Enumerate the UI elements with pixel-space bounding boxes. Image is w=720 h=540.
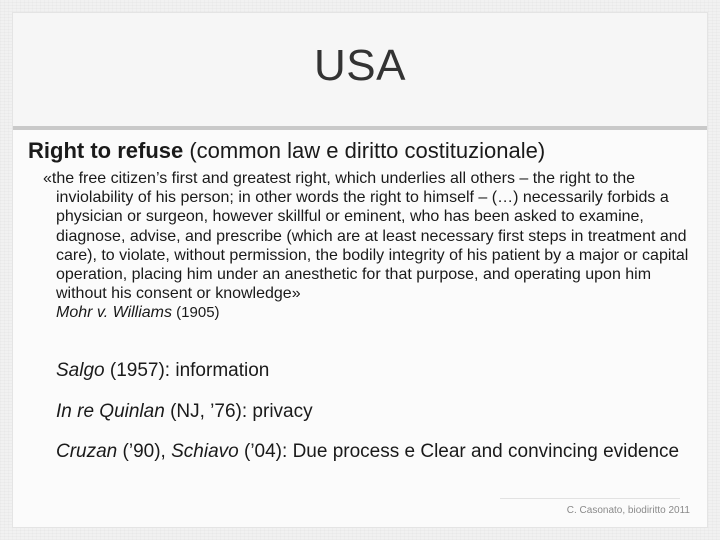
heading-bold: Right to refuse — [28, 138, 184, 163]
case-name-cruzan: Cruzan — [56, 441, 118, 462]
case-name-schiavo: Schiavo — [171, 441, 239, 462]
case-name: In re Quinlan — [56, 401, 165, 422]
heading-rest: (common law e diritto costituzionale) — [183, 138, 546, 163]
slide-footer: C. Casonato, biodiritto 2011 — [566, 505, 690, 516]
case-item — [56, 360, 269, 381]
quote-case-name: Mohr v. Williams — [56, 304, 173, 322]
case-detail: (1957): information — [104, 360, 270, 381]
footer-divider — [500, 498, 680, 499]
quote-case-year: (1905) — [172, 304, 220, 322]
case-detail: (’04): Due process e Clear and convincing evidence — [238, 441, 680, 462]
section-heading — [28, 138, 545, 164]
case-name: Salgo — [56, 360, 105, 381]
quote-text: «the free citizen’s first and greatest right, which underlies all others – the right to the inviolability of his person; in other words the right to himself – (…) necessarily forbids a physician or surgeon, however skillful or eminent, who has been asked to examine, diagnose, advise, and prescribe (which are at least necessary first steps in treatment and care), to violate, without permission, the bodily integrity of his patient by a major or capital operation, placing him under an anesthetic for that purpose, and operating upon him without his consent or knowledge» — [43, 170, 689, 303]
slide-title: USA — [314, 41, 406, 90]
case-item-cruzan-schiavo — [56, 441, 696, 462]
case-separator: (’90), — [117, 441, 172, 462]
court-quote — [36, 169, 696, 323]
case-item — [56, 401, 313, 422]
case-detail: (NJ, ’76): privacy — [164, 401, 313, 422]
title-divider — [13, 126, 707, 130]
